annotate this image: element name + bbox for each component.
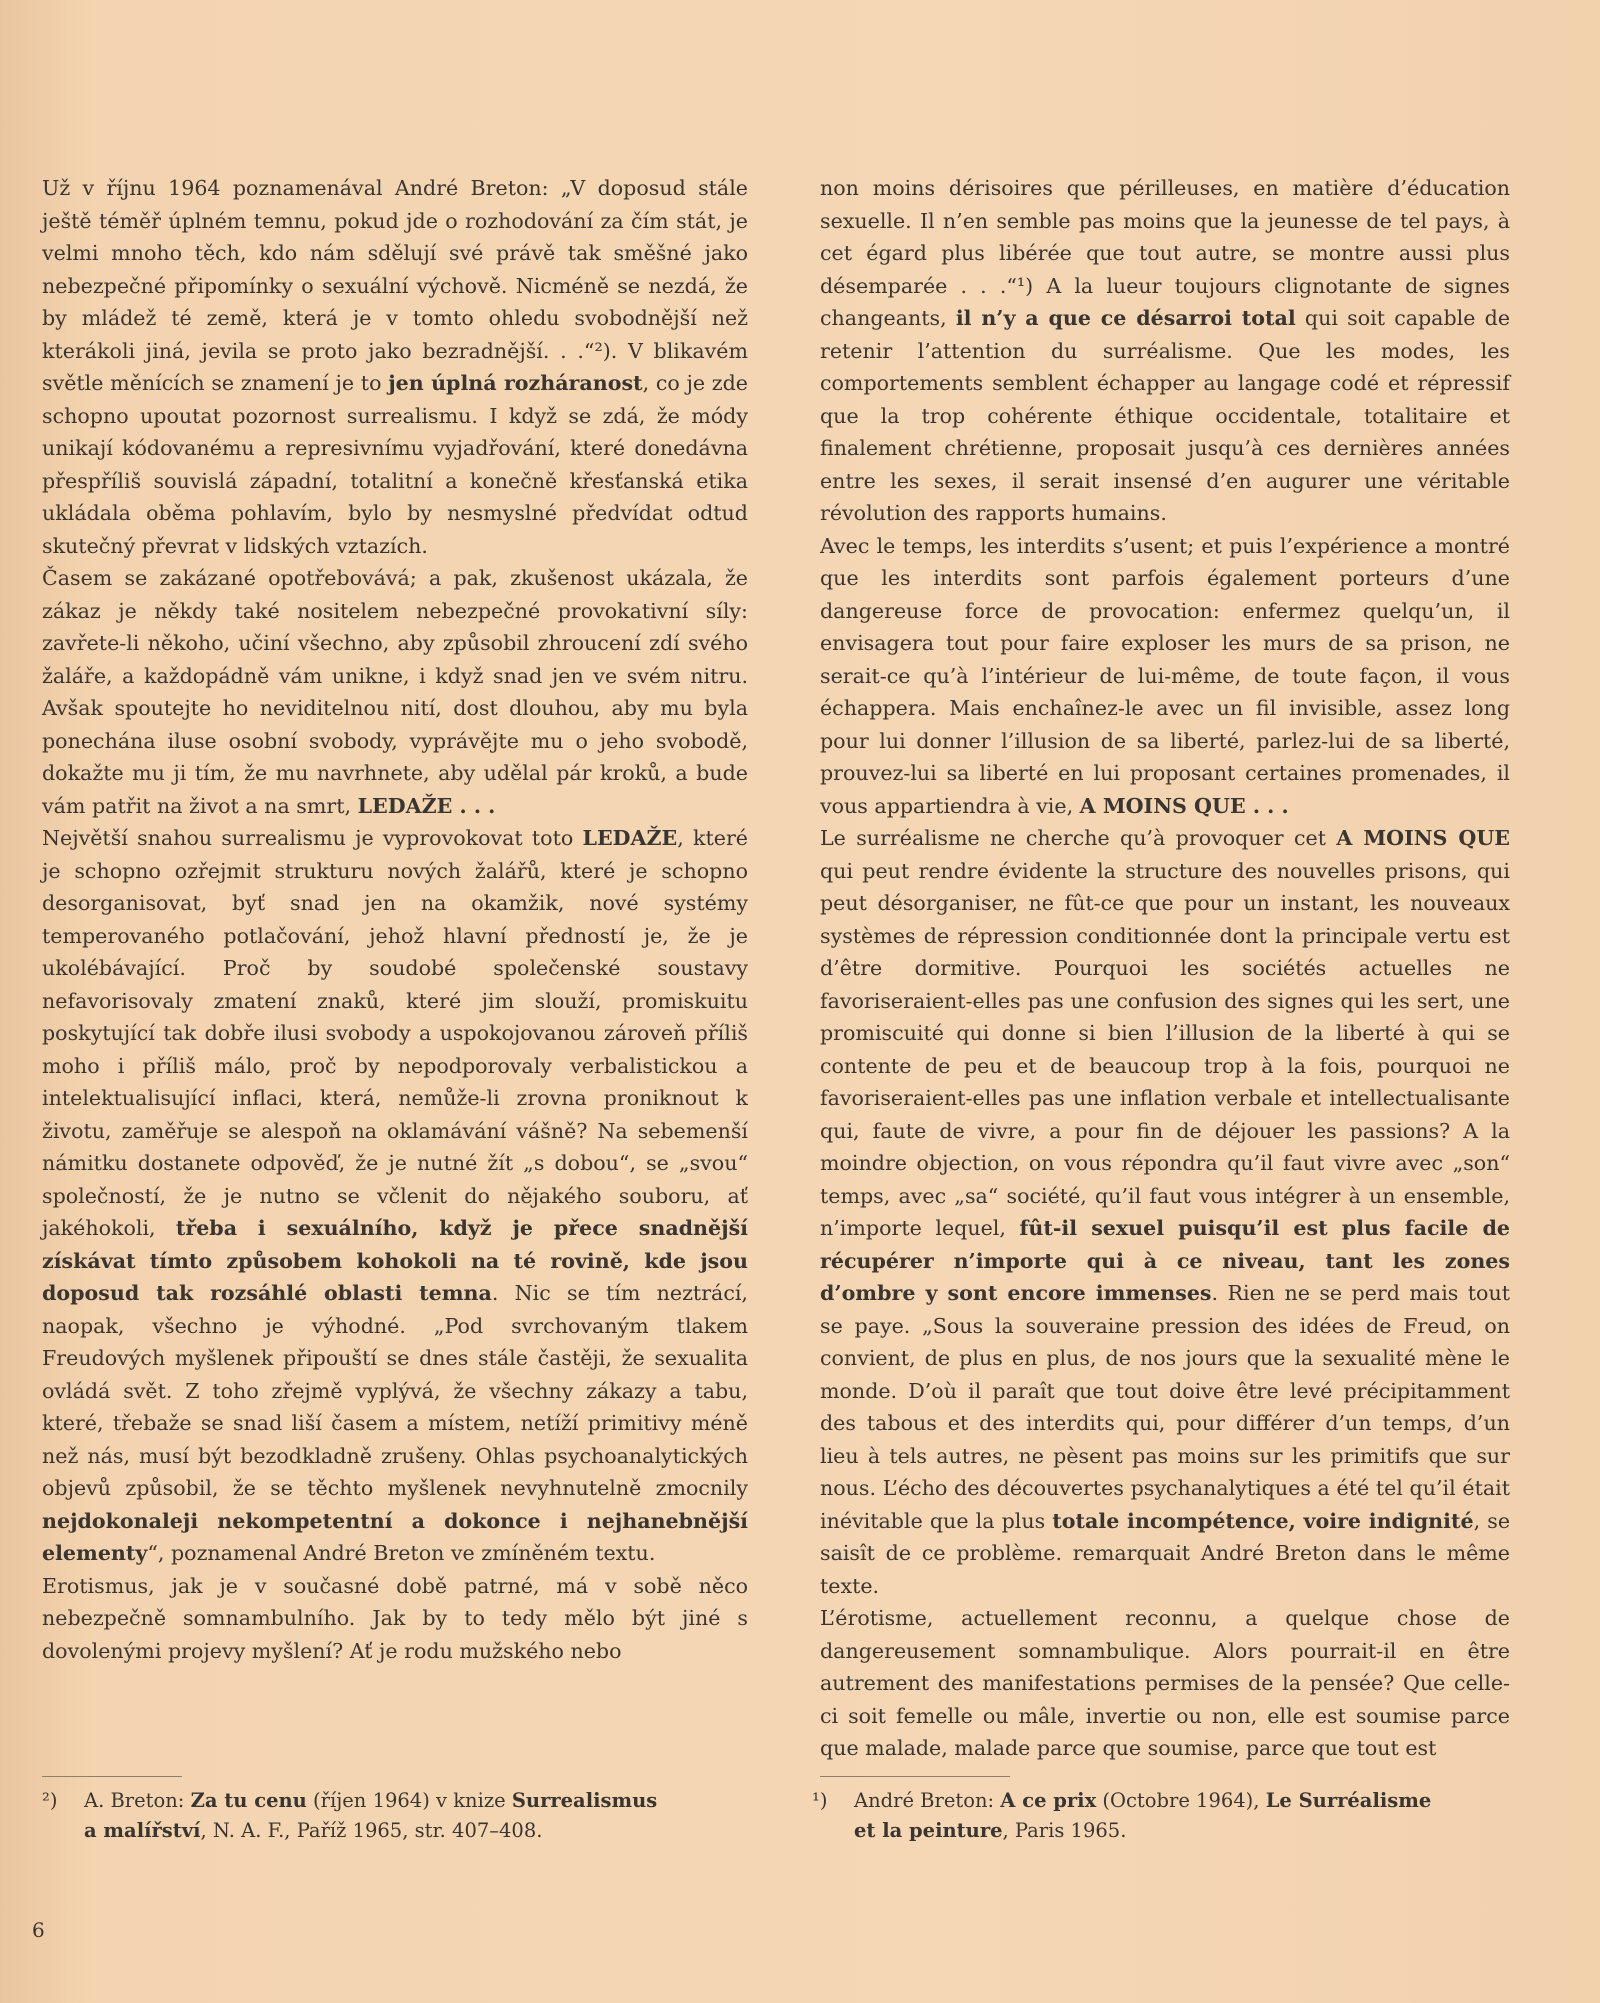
bold-run: A MOINS QUE (1336, 826, 1510, 850)
bold-run: nejdokonaleji nekompetentní a dokonce i nejhanebnější elementy (42, 1508, 748, 1565)
paragraph: Avec le temps, les interdits s’usent; et puis l’expérience a montré que les interdits sont parfois également porteurs d’une dangereuse force de provocation: enfermez quelqu’un, il envisagera tout pour faire exploser les murs de sa prison, ne serait-ce qu’à l’intérieur de lui-même, de toute façon, il vous échappera. Mais enchaînez-le avec un fil invisible, assez long pour lui donner l’illusion de sa liberté, parlez-lui de sa liberté, prouvez-lui sa liberté en lui proposant certaines promenades, il vous appartiendra à vie, A MOINS QUE . . . (820, 533, 1510, 818)
bold-run: LEDAŽE . . . (357, 793, 496, 818)
bold-run: jen úplná rozháranost (388, 371, 643, 395)
left-column-czech (42, 172, 748, 1667)
footnote-divider-right (820, 1776, 1010, 1777)
footnote-line: André Breton: A ce prix (Octobre 1964), Le Surréalisme (854, 1789, 1432, 1812)
bold-run: A MOINS QUE . . . (1079, 793, 1289, 818)
bold-run: Surrealismus (511, 1789, 658, 1812)
footnote-line: A. Breton: Za tu cenu (říjen 1964) v knize Surrealismus (84, 1789, 658, 1812)
right-column-french (820, 172, 1510, 1765)
footnote-right (812, 1786, 1512, 1846)
footnote-marker: ²) (42, 1789, 58, 1812)
bold-run: fût-il sexuel puisqu’il est plus facile de récupérer n’importe qui à ce niveau, tant les zones d’ombre y sont encore immenses (820, 1216, 1510, 1305)
bold-run: totale incompétence, voire indignité (1052, 1508, 1474, 1533)
bold-run: et la peinture (854, 1819, 1003, 1842)
bold-run: LEDAŽE (582, 826, 678, 850)
footnote-divider-left (42, 1776, 182, 1777)
bold-run: A ce prix (1000, 1789, 1097, 1812)
paragraph: Časem se zakázané opotřebovává; a pak, zkušenost ukázala, že zákaz je někdy také nositelem nebezpečné provokativní síly: zavřete-li někoho, učiní všechno, aby způsobil zhroucení zdí svého žaláře, a každopádně vám unikne, i když snad jen ve svém nitru. Avšak spoutejte ho neviditelnou nití, dost dlouhou, aby mu byla ponechána iluse osobní svobody, vyprávějte mu o jeho svobodě, dokažte mu ji tím, že mu navrhnete, aby udělal pár kroků, a bude vám patřit na život a na smrt, LEDAŽE . . . (42, 566, 748, 818)
bold-run: il n’y a que ce désarroi total (955, 306, 1296, 330)
bold-run: Le Surréalisme (1265, 1789, 1432, 1812)
paragraph: Le surréalisme ne cherche qu’à provoquer cet A MOINS QUE qui peut rendre évidente la structure des nouvelles prisons, qui peut désorganiser, ne fût-ce que pour un instant, les nouveaux systèmes de répression conditionnée dont la principale vertu est d’être dormitive. Pourquoi les sociétés actuelles ne favoriseraient-elles pas une confusion des signes qui les sert, une promiscuité qui donne si bien l’illusion de la liberté à qui se contente de peu et de beaucoup trop à la fois, pourquoi ne favoriseraient-elles pas une inflation verbale et intellectualisante qui, faute de vivre, a pour fin de déjouer les passions? A la moindre objection, on vous répondra qu’il faut vivre avec „son“ temps, avec „sa“ société, qu’il faut vous intégrer à un ensemble, n’importe lequel, fût-il sexuel puisqu’il est plus facile de récupérer n’importe qui à ce niveau, tant les zones d’ombre y sont encore immenses. Rien ne se perd mais tout se paye. „Sous la souveraine pression des idées de Freud, on convient, de plus en plus, de nos jours que la sexualité mène le monde. D’où il paraît que tout doive être levé précipitamment des tabous et des interdits qui, pour différer d’un temps, d’un lieu à tels autres, ne pèsent pas moins sur les primitifs que sur nous. L’écho des découvertes psychanalytiques a été tel qu’il était inévitable que la plus totale incompétence, voire indignité, se saisît de ce problème. remarquait André Breton dans le même texte. (820, 826, 1511, 1598)
paragraph: L’érotisme, actuellement reconnu, a quelque chose de dangereusement somnambulique. Alors pourrait-il en être autrement des manifestations permises de la pensée? Que celle-ci soit femelle ou mâle, invertie ou non, elle est soumise parce que malade, malade parce que soumise, parce que tout est (820, 1606, 1510, 1760)
footnote-left (42, 1786, 748, 1846)
footnote-marker: ¹) (812, 1789, 828, 1812)
paragraph: non moins dérisoires que périlleuses, en matière d’éducation sexuelle. Il n’en semble pas moins que la jeunesse de tel pays, à cet égard plus libérée que tout autre, se montre aussi plus désemparée . . .“¹) A la lueur toujours clignotante de signes changeants, il n’y a que ce désarroi total qui soit capable de retenir l’attention du surréalisme. Que les modes, les comportements semblent échapper au langage codé et répressif que la trop cohérente éthique occidentale, totalitaire et finalement chrétienne, proposait jusqu’à ces dernières années entre les sexes, il serait insensé d’en augurer une véritable révolution des rapports humains. (820, 176, 1511, 525)
bold-run: Za tu cenu (190, 1789, 307, 1812)
paragraph: Už v říjnu 1964 poznamenával André Breton: „V doposud stále ještě téměř úplném temnu, pokud jde o rozhodování za čím stát, je velmi mnoho těch, kdo nám sdělují své právě tak směšné jako nebezpečné připomínky o sexuální výchově. Nicméně se nezdá, že by mládež té země, která je v tomto ohledu svobodnější než kterákoli jiná, jevila se proto jako bezradnější. . .“²). V blikavém světle měnících se znamení je to jen úplná rozháranost, co je zde schopno upoutat pozornost surrealismu. I když se zdá, že módy unikají kódovanému a represivnímu vyjadřování, které donedávna přespříliš souvislá západní, totalitní a konečně křesťanská etika ukládala oběma pohlavím, bylo by nesmyslné předvídat odtud skutečný převrat v lidských vztazích. (42, 176, 748, 558)
bold-run: třeba i sexuálního, když je přece snadnější získávat tímto způsobem kohokoli na té rovině, kde jsou doposud tak rozsáhlé oblasti temna (42, 1216, 749, 1305)
paragraph: Největší snahou surrealismu je vyprovokovat toto LEDAŽE, které je schopno ozřejmit strukturu nových žalářů, které je schopno desorganisovat, byť snad jen na okamžik, nové systémy temperovaného potlačování, jehož hlavní předností je, že je ukolébávající. Proč by soudobé společenské soustavy nefavorisovaly zmatení znaků, které jim slouží, promiskuitu poskytující tak dobře ilusi svobody a uspokojovanou zároveň příliš moho i příliš málo, proč by nepodporovaly verbalistickou a intelektualisující inflaci, která, nemůže-li zrovna proniknout k životu, zaměřuje se alespoň na oklamávání vášně? Na sebemenší námitku dostanete odpověď, že je nutné žít „s dobou“, se „svou“ společností, že je nutno se včlenit do nějakého souboru, ať jakéhokoli, třeba i sexuálního, když je přece snadnější získávat tímto způsobem kohokoli na té rovině, kde jsou doposud tak rozsáhlé oblasti temna. Nic se tím neztrácí, naopak, všechno je výhodné. „Pod svrchovaným tlakem Freudových myšlenek připouští se dnes stále častěji, že sexualita ovládá svět. Z toho zřejmě vyplývá, že všechny zákazy a tabu, které, třebaže se snad liší časem a místem, netíží primitivy méně než nás, musí být bezodkladně zrušeny. Ohlas psychoanalytických objevů způsobil, že se těchto myšlenek nevyhnutelně zmocnily nejdokonaleji nekompetentní a dokonce i nejhanebnější elementy“, poznamenal André Breton ve zmíněném textu. (42, 826, 749, 1565)
footnote-line: et la peinture, Paris 1965. (854, 1819, 1127, 1842)
page-number: 6 (32, 1918, 45, 1942)
paragraph: Erotismus, jak je v současné době patrné, má v sobě něco nebezpečně somnambulního. Jak by to tedy mělo být jiné s dovolenými projevy myšlení? Ať je rodu mužského nebo (42, 1573, 748, 1663)
footnote-line: a malířství, N. A. F., Paříž 1965, str. 407–408. (84, 1819, 543, 1842)
bold-run: a malířství (84, 1819, 201, 1842)
